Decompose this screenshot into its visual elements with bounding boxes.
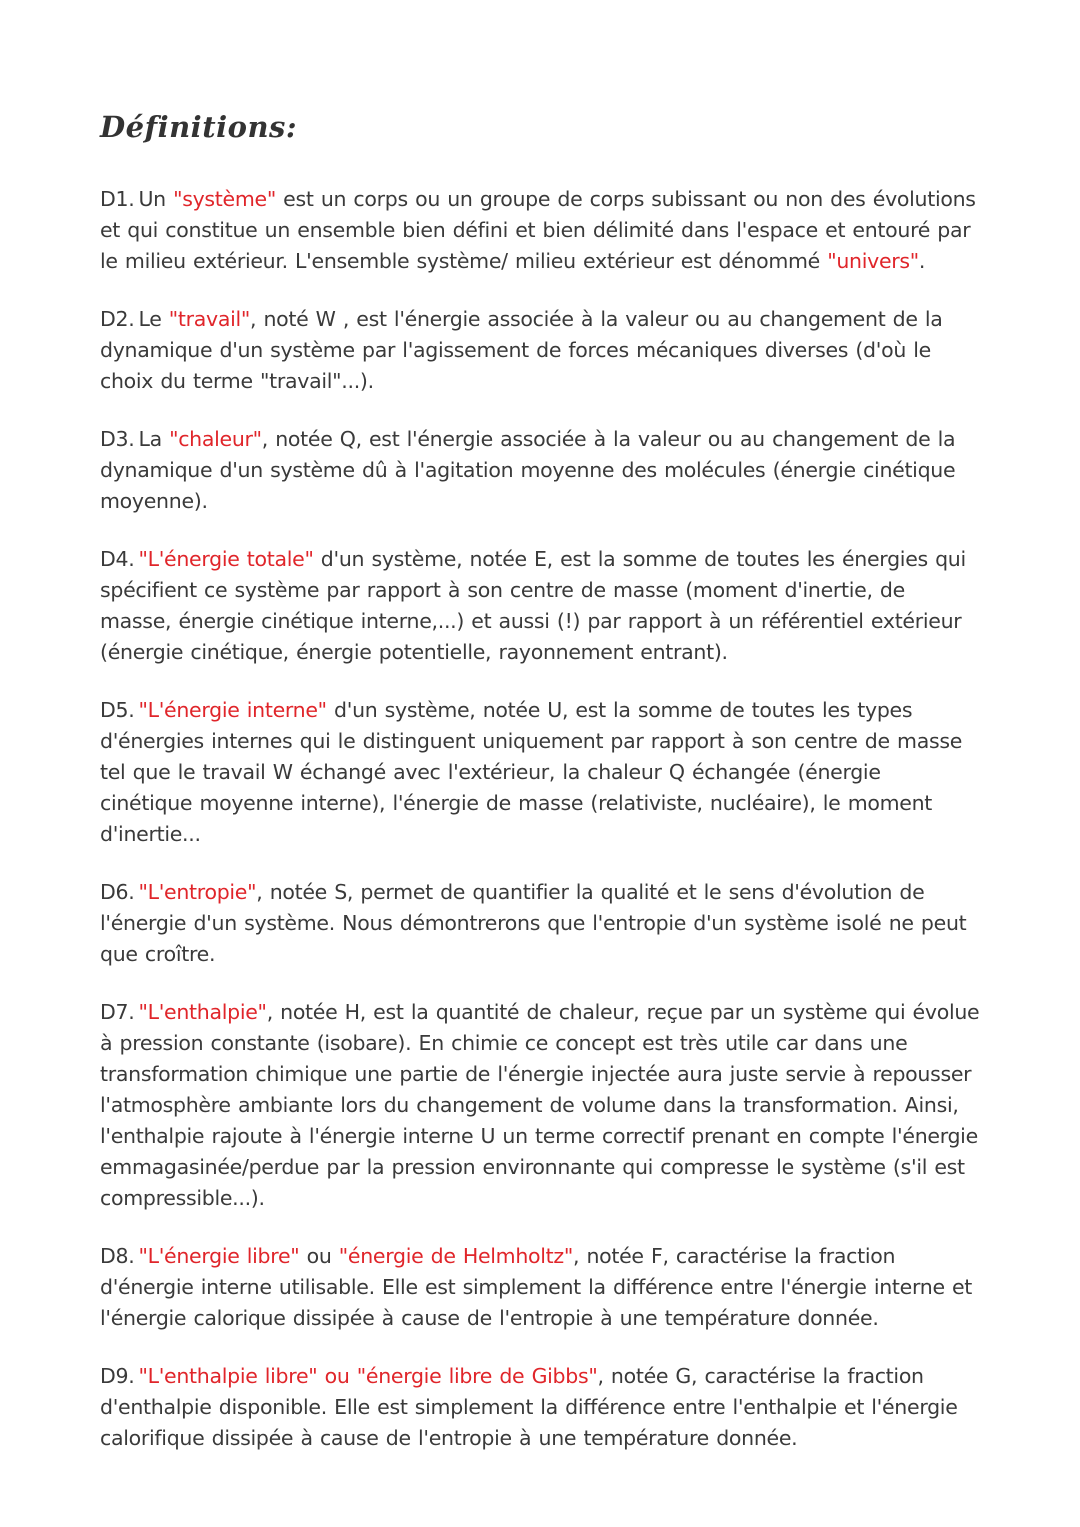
definition-text: La: [138, 427, 170, 451]
definition-text: d'un système, notée E, est la somme de toutes les énergies qui spécifient ce système par rapport à son centre de masse (moment d'inertie, de masse, énergie cinétique interne,...) et aussi (!) par rapport à un référentiel extérieur (énergie cinétique, énergie potentielle, rayonnement entrant).: [100, 547, 966, 664]
definition-6: [100, 877, 980, 970]
definition-text: , notée G, caractérise la fraction d'enthalpie disponible. Elle est simplement la différence entre l'enthalpie et l'énergie calorifique dissipée à cause de l'entropie à une température donnée.: [100, 1364, 958, 1450]
highlighted-term: "chaleur": [169, 427, 262, 451]
definition-number: D9.: [100, 1364, 135, 1388]
definition-number: D6.: [100, 880, 135, 904]
definition-5: [100, 695, 980, 850]
definition-number: D4.: [100, 547, 135, 571]
highlighted-term: "L'enthalpie": [138, 1000, 267, 1024]
definition-text: , noté W , est l'énergie associée à la valeur ou au changement de la dynamique d'un système par l'agissement de forces mécaniques diverses (d'où le choix du terme "travail"...).: [100, 307, 943, 393]
definition-text: , notée S, permet de quantifier la qualité et le sens d'évolution de l'énergie d'un système. Nous démontrerons que l'entropie d'un système isolé ne peut que croître.: [100, 880, 967, 966]
definition-text: Un: [138, 187, 174, 211]
definition-number: D2.: [100, 307, 135, 331]
definitions-list: [100, 184, 980, 1454]
highlighted-term: "L'énergie interne": [138, 698, 327, 722]
definition-text: d'un système, notée U, est la somme de toutes les types d'énergies internes qui le distinguent uniquement par rapport à son centre de masse tel que le travail W échangé avec l'extérieur, la chaleur Q échangée (énergie cinétique moyenne interne), l'énergie de masse (relativiste, nucléaire), le moment d'inertie...: [100, 698, 963, 846]
definition-7: [100, 997, 980, 1214]
definition-1: [100, 184, 980, 277]
highlighted-term: "L'énergie totale": [138, 547, 314, 571]
highlighted-term: "L'enthalpie libre" ou "énergie libre de Gibbs": [138, 1364, 598, 1388]
definition-text: est un corps ou un groupe de corps subissant ou non des évolutions et qui constitue un ensemble bien défini et bien délimité dans l'espace et entouré par le milieu extérieur. L'ensemble système/ milieu extérieur est dénommé: [100, 187, 976, 273]
definition-2: [100, 304, 980, 397]
highlighted-term: "L'énergie libre": [138, 1244, 300, 1268]
definition-9: [100, 1361, 980, 1454]
definition-number: D8.: [100, 1244, 135, 1268]
page-title: Définitions:: [100, 110, 298, 144]
definition-number: D1.: [100, 187, 135, 211]
highlighted-term: "système": [173, 187, 276, 211]
highlighted-term: "L'entropie": [138, 880, 257, 904]
definition-text: ou: [299, 1244, 339, 1268]
definition-8: [100, 1241, 980, 1334]
highlighted-term: "univers": [827, 249, 919, 273]
definition-number: D3.: [100, 427, 135, 451]
definition-text: , notée H, est la quantité de chaleur, reçue par un système qui évolue à pression constante (isobare). En chimie ce concept est très utile car dans une transformation chimique une partie de l'énergie injectée aura juste servie à repousser l'atmosphère ambiante lors du changement de volume dans la transformation. Ainsi, l'enthalpie rajoute à l'énergie interne U un terme correctif prenant en compte l'énergie emmagasinée/perdue par la pression environnante qui compresse le système (s'il est compressible...).: [100, 1000, 980, 1210]
definition-text: , notée Q, est l'énergie associée à la valeur ou au changement de la dynamique d'un système dû à l'agitation moyenne des molécules (énergie cinétique moyenne).: [100, 427, 956, 513]
definition-text: , notée F, caractérise la fraction d'énergie interne utilisable. Elle est simplement la différence entre l'énergie interne et l'énergie calorique dissipée à cause de l'entropie à une température donnée.: [100, 1244, 973, 1330]
definition-4: [100, 544, 980, 668]
definition-number: D5.: [100, 698, 135, 722]
definition-3: [100, 424, 980, 517]
definition-number: D7.: [100, 1000, 135, 1024]
highlighted-term: "travail": [168, 307, 251, 331]
definition-text: Le: [138, 307, 169, 331]
definition-text: .: [918, 249, 926, 273]
document-page: [100, 110, 980, 1481]
highlighted-term: "énergie de Helmholtz": [338, 1244, 574, 1268]
